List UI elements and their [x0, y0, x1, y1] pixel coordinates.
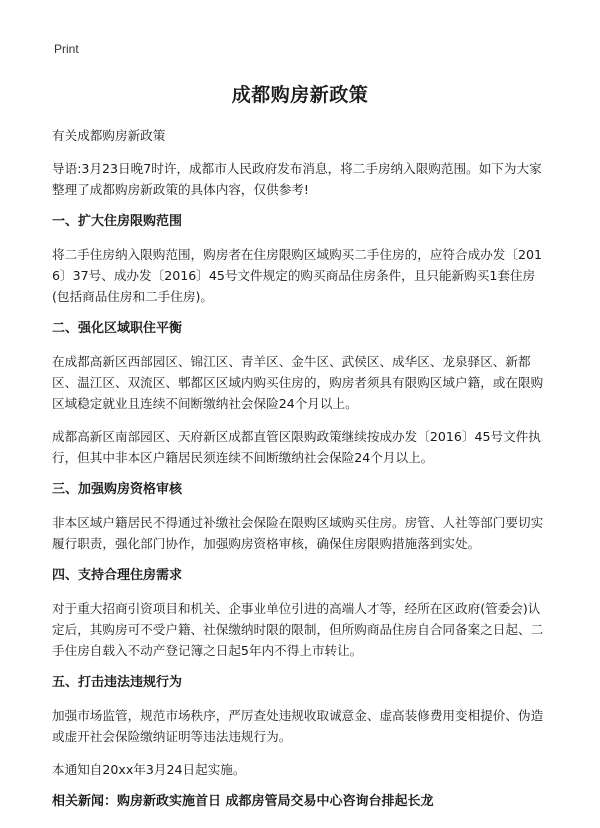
- section-5-paragraph-1: 加强市场监管，规范市场秩序，严厉查处违规收取诚意金、虚高装修费用变相提价、伪造或虚开社会保险缴纳证明等违法违规行为。: [52, 708, 544, 744]
- section-heading-3: 三、加强购房资格审核: [52, 482, 183, 497]
- section-4-paragraph-1: 对于重大招商引资项目和机关、企事业单位引进的高端人才等，经所在区政府(管委会)认定后，其购房可不受户籍、社保缴纳时限的限制，但所购商品住房自合同备案之日起、二手住房自载入不动产登记簿之日起5年内不得上市转让。: [52, 601, 544, 658]
- related-news-link[interactable]: 相关新闻：购房新政实施首日 成都房管局交易中心咨询台排起长龙: [52, 794, 434, 809]
- section-heading-2: 二、强化区域职住平衡: [52, 321, 183, 336]
- page-title: 成都购房新政策: [231, 84, 369, 106]
- section-heading-1: 一、扩大住房限购范围: [52, 214, 183, 229]
- section-heading-4: 四、支持合理住房需求: [52, 568, 183, 583]
- intro-paragraph: 导语:3月23日晚7时许，成都市人民政府发布消息，将二手房纳入限购范围。如下为大家整理了成都购房新政策的具体内容，仅供参考!: [52, 161, 542, 197]
- section-5-paragraph-2: 本通知自20xx年3月24日起实施。: [52, 762, 246, 777]
- section-2-paragraph-1: 在成都高新区西部园区、锦江区、青羊区、金牛区、武侯区、成华区、龙泉驿区、新都区、温江区、双流区、郫都区区域内购买住房的，购房者须具有限购区域户籍，或在限购区域稳定就业且连续不间断缴纳社会保险24个月以上。: [52, 354, 544, 411]
- section-2-paragraph-2: 成都高新区南部园区、天府新区成都直管区限购政策继续按成办发〔2016〕45号文件执行，但其中非本区户籍居民须连续不间断缴纳社会保险24个月以上。: [52, 429, 541, 465]
- print-link[interactable]: Print: [54, 42, 79, 56]
- section-3-paragraph-1: 非本区域户籍居民不得通过补缴社会保险在限购区域购买住房。房管、人社等部门要切实履行职责，强化部门协作，加强购房资格审核，确保住房限购措施落到实处。: [52, 515, 544, 551]
- section-1-paragraph-1: 将二手住房纳入限购范围，购房者在住房限购区域购买二手住房的，应符合成办发〔2016〕37号、成办发〔2016〕45号文件规定的购买商品住房条件，且只能新购买1套住房(包括商品住房和二手住房)。: [52, 247, 543, 304]
- section-heading-5: 五、打击违法违规行为: [52, 675, 183, 690]
- subtitle: 有关成都购房新政策: [52, 128, 166, 143]
